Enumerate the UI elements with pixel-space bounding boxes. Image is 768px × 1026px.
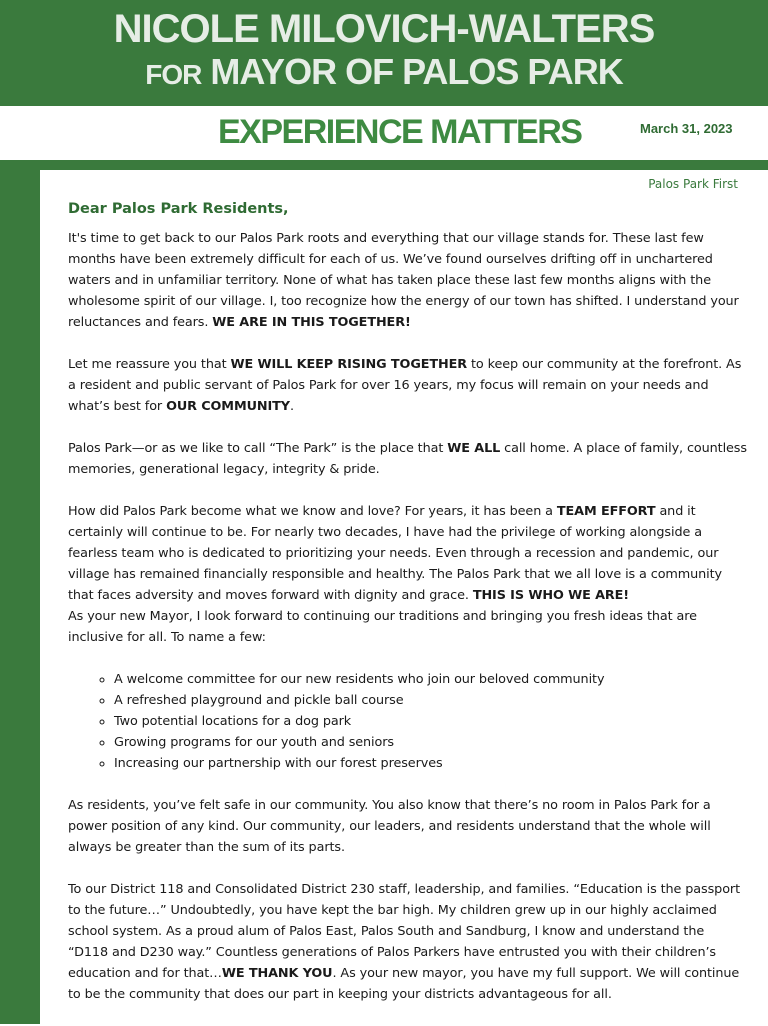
paragraph-7-text-b: . As your new mayor, you have my full support. We will continue to be the community that does our part in keeping your districts advantageous for all.	[68, 966, 740, 1002]
paragraph-2-end: .	[289, 399, 294, 414]
paragraph-4-text-a: How did Palos Park become what we know and love? For years, it has been a	[68, 504, 553, 519]
paragraph-1-emphasis: WE ARE IN THIS TOGETHER!	[212, 315, 411, 330]
paragraph-3-text-b: call home. A place of family, countless memories, generational legacy, integrity & pride.	[68, 441, 747, 477]
list-item: ◦ Two potential locations for a dog park	[114, 711, 748, 732]
letter-body	[40, 170, 768, 1024]
ideas-list	[68, 669, 748, 774]
paragraph-5: As your new Mayor, I look forward to continuing our traditions and bringing you fresh ideas that are inclusive for all. To name a few:	[68, 609, 697, 645]
list-item: ◦ A refreshed playground and pickle ball course	[114, 690, 748, 711]
organization-name: Palos Park First	[648, 177, 738, 191]
paragraph-7-text-a: To our District 118 and Consolidated District 230 staff, leadership, and families. “Education is the passport to the future…” Undoubtedly, you have kept the bar high. My children grew up in our highly acclaimed school system. As a proud alum of Palos East, Palos South and Sandburg, I know and understand the “D118 and D230 way.” Countless generations of Palos Parkers have entrusted you with their children’s education and for that…	[68, 882, 741, 981]
paragraph-2-text-a: Let me reassure you that	[68, 357, 227, 372]
paragraph-7-emphasis: WE THANK YOU	[221, 966, 333, 981]
paragraph-4-emphasis-1: TEAM EFFORT	[556, 504, 656, 519]
paragraph-3	[68, 438, 748, 480]
paragraph-1-text: It's time to get back to our Palos Park roots and everything that our village stands for. These last few months have been extremely difficult for each of us. We’ve found ourselves drifting off in unchartered waters and in unfamiliar territory. None of what has taken place these last few months aligns with the wholesome spirit of our village. I, too recognize how the energy of our town has shifted. I understand your reluctances and fears.	[68, 231, 739, 330]
paragraph-1	[68, 228, 748, 333]
candidate-name: NICOLE MILOVICH-WALTERS	[113, 7, 655, 51]
for-word: FOR	[145, 59, 202, 90]
list-item: ◦ Growing programs for our youth and seniors	[114, 732, 748, 753]
letter-text	[68, 228, 748, 1026]
paragraph-4	[68, 501, 748, 606]
paragraph-4-text-b: and it certainly will continue to be. For nearly two decades, I have had the privilege of working alongside a fearless team who is dedicated to prioritizing your needs. Even through a recession and pandemic, our village has remained financially responsible and healthy. The Palos Park that we all love is a community that faces adversity and moves forward with dignity and grace.	[68, 504, 723, 603]
list-item: ◦ Increasing our partnership with our forest preserves	[114, 753, 748, 774]
paragraph-2-emphasis-2: OUR COMMUNITY	[166, 399, 290, 414]
campaign-office	[0, 50, 768, 97]
paragraph-6: As residents, you’ve felt safe in our community. You also know that there’s no room in Palos Park for a power position of any kind. Our community, our leaders, and residents understand that the whole will always be greater than the sum of its parts.	[68, 798, 711, 855]
paragraph-3-text-a: Palos Park—or as we like to call “The Park” is the place that	[68, 441, 444, 456]
list-item: ◦ A welcome committee for our new residents who join our beloved community	[114, 669, 748, 690]
campaign-banner	[0, 0, 768, 106]
office-title: MAYOR OF PALOS PARK	[210, 51, 623, 92]
salutation: Dear Palos Park Residents,	[68, 201, 289, 217]
paragraph-3-emphasis: WE ALL	[447, 441, 501, 456]
letter-date: March 31, 2023	[640, 121, 733, 136]
campaign-slogan: EXPERIENCE MATTERS	[218, 113, 582, 151]
paragraph-2	[68, 354, 748, 417]
paragraph-2-text-b: to keep our community at the forefront. As a resident and public servant of Palos Park for over 16 years, my focus will remain on your needs and what’s best for	[68, 357, 742, 414]
paragraph-7	[68, 879, 748, 1005]
paragraph-2-emphasis-1: WE WILL KEEP RISING TOGETHER	[230, 357, 468, 372]
paragraph-4-emphasis-2: THIS IS WHO WE ARE!	[472, 588, 630, 603]
